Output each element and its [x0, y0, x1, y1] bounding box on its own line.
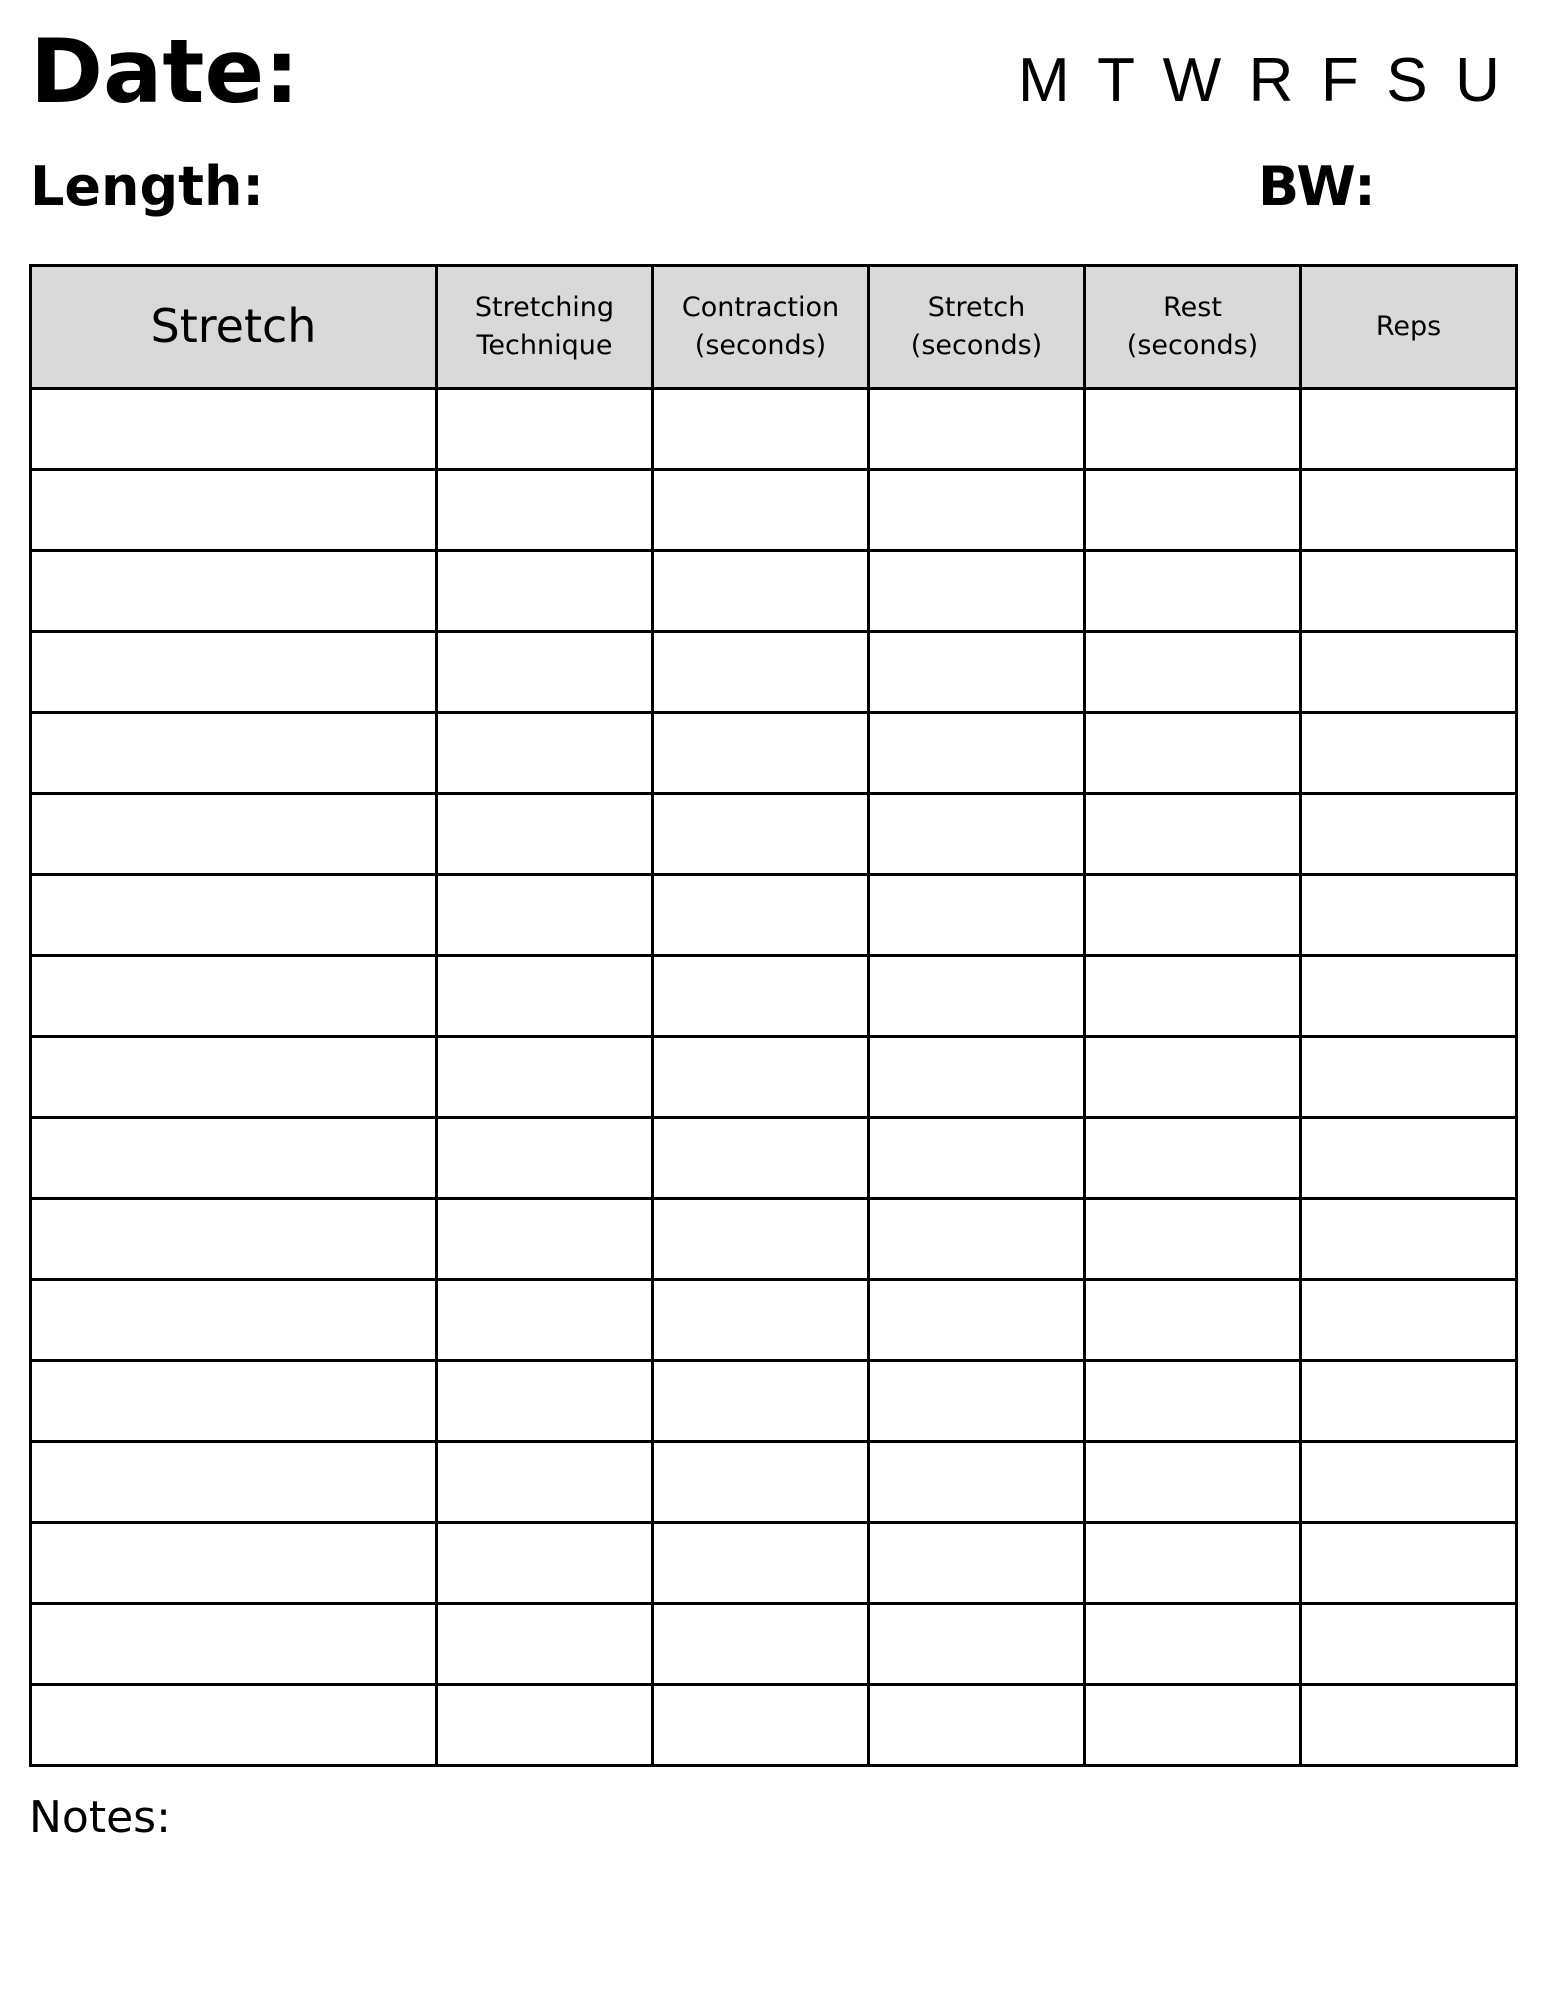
reps-cell[interactable] — [1301, 389, 1517, 470]
stretch-cell[interactable] — [31, 956, 437, 1037]
technique-cell[interactable] — [437, 551, 653, 632]
reps-cell[interactable] — [1301, 1037, 1517, 1118]
column-header-label: Stretch — [927, 292, 1026, 323]
reps-cell[interactable] — [1301, 875, 1517, 956]
date-label: Date: — [30, 20, 300, 123]
reps-cell[interactable] — [1301, 1685, 1517, 1766]
stretch-seconds-cell[interactable] — [869, 470, 1085, 551]
day-wednesday[interactable]: W — [1162, 46, 1222, 115]
rest-cell[interactable] — [1085, 1361, 1301, 1442]
stretch-seconds-cell[interactable] — [869, 956, 1085, 1037]
stretch-cell[interactable] — [31, 1199, 437, 1280]
length-label: Length: — [30, 155, 264, 218]
contraction-cell[interactable] — [653, 551, 869, 632]
column-header-reps — [1301, 266, 1517, 389]
technique-cell[interactable] — [437, 1685, 653, 1766]
stretch-seconds-cell[interactable] — [869, 1604, 1085, 1685]
stretch-cell[interactable] — [31, 470, 437, 551]
column-header-label: Contraction — [681, 292, 840, 323]
column-header-stretch — [31, 266, 437, 389]
stretch-seconds-cell[interactable] — [869, 389, 1085, 470]
stretch-seconds-cell[interactable] — [869, 794, 1085, 875]
table-row — [31, 1361, 1517, 1442]
technique-cell[interactable] — [437, 794, 653, 875]
reps-cell[interactable] — [1301, 632, 1517, 713]
technique-cell[interactable] — [437, 1361, 653, 1442]
technique-cell[interactable] — [437, 389, 653, 470]
reps-cell[interactable] — [1301, 1523, 1517, 1604]
rest-cell[interactable] — [1085, 1523, 1301, 1604]
table-row — [31, 875, 1517, 956]
reps-cell[interactable] — [1301, 1199, 1517, 1280]
contraction-cell[interactable] — [653, 470, 869, 551]
rest-cell[interactable] — [1085, 1037, 1301, 1118]
reps-cell[interactable] — [1301, 551, 1517, 632]
stretch-seconds-cell[interactable] — [869, 875, 1085, 956]
stretch-cell[interactable] — [31, 551, 437, 632]
rest-cell[interactable] — [1085, 1199, 1301, 1280]
rest-cell[interactable] — [1085, 1604, 1301, 1685]
reps-cell[interactable] — [1301, 1118, 1517, 1199]
contraction-cell[interactable] — [653, 713, 869, 794]
stretch-seconds-cell[interactable] — [869, 1037, 1085, 1118]
reps-cell[interactable] — [1301, 794, 1517, 875]
reps-cell[interactable] — [1301, 956, 1517, 1037]
stretch-seconds-cell[interactable] — [869, 632, 1085, 713]
stretch-cell[interactable] — [31, 713, 437, 794]
table-row — [31, 1199, 1517, 1280]
technique-cell[interactable] — [437, 632, 653, 713]
table-row — [31, 389, 1517, 470]
column-header-sublabel: Technique — [476, 330, 613, 361]
stretch-cell[interactable] — [31, 1037, 437, 1118]
technique-cell[interactable] — [437, 1280, 653, 1361]
reps-cell[interactable] — [1301, 1361, 1517, 1442]
contraction-cell[interactable] — [653, 956, 869, 1037]
column-header-stretch-seconds — [869, 266, 1085, 389]
contraction-cell[interactable] — [653, 1685, 869, 1766]
stretch-cell[interactable] — [31, 1604, 437, 1685]
table-row — [31, 1280, 1517, 1361]
contraction-cell[interactable] — [653, 794, 869, 875]
rest-cell[interactable] — [1085, 1118, 1301, 1199]
stretch-seconds-cell[interactable] — [869, 1280, 1085, 1361]
rest-cell[interactable] — [1085, 956, 1301, 1037]
reps-cell[interactable] — [1301, 1280, 1517, 1361]
table-row — [31, 1442, 1517, 1523]
bodyweight-label: BW: — [1258, 155, 1376, 218]
table-row — [31, 470, 1517, 551]
contraction-cell[interactable] — [653, 1361, 869, 1442]
stretch-log-table — [29, 264, 1518, 1767]
stretch-seconds-cell[interactable] — [869, 1442, 1085, 1523]
stretch-cell[interactable] — [31, 632, 437, 713]
table-row — [31, 551, 1517, 632]
table-row — [31, 956, 1517, 1037]
rest-cell[interactable] — [1085, 470, 1301, 551]
rest-cell[interactable] — [1085, 632, 1301, 713]
technique-cell[interactable] — [437, 470, 653, 551]
column-header-label: Stretching — [474, 292, 615, 323]
stretch-cell[interactable] — [31, 1523, 437, 1604]
table-body — [31, 389, 1517, 1766]
stretch-cell[interactable] — [31, 1118, 437, 1199]
contraction-cell[interactable] — [653, 1199, 869, 1280]
contraction-cell[interactable] — [653, 389, 869, 470]
table-row — [31, 1523, 1517, 1604]
weekday-selector — [1018, 46, 1500, 115]
technique-cell[interactable] — [437, 956, 653, 1037]
technique-cell[interactable] — [437, 1199, 653, 1280]
technique-cell[interactable] — [437, 875, 653, 956]
stretch-seconds-cell[interactable] — [869, 1118, 1085, 1199]
rest-cell[interactable] — [1085, 1685, 1301, 1766]
rest-cell[interactable] — [1085, 713, 1301, 794]
stretch-seconds-cell[interactable] — [869, 1523, 1085, 1604]
stretch-cell[interactable] — [31, 389, 437, 470]
technique-cell[interactable] — [437, 1442, 653, 1523]
contraction-cell[interactable] — [653, 1442, 869, 1523]
contraction-cell[interactable] — [653, 1523, 869, 1604]
technique-cell[interactable] — [437, 1604, 653, 1685]
column-header-label: Stretch — [150, 299, 317, 354]
day-sunday[interactable]: U — [1455, 46, 1500, 115]
reps-cell[interactable] — [1301, 713, 1517, 794]
rest-cell[interactable] — [1085, 389, 1301, 470]
column-header-sublabel: (seconds) — [694, 330, 827, 361]
table-row — [31, 1037, 1517, 1118]
column-header-rest — [1085, 266, 1301, 389]
contraction-cell[interactable] — [653, 632, 869, 713]
rest-cell[interactable] — [1085, 875, 1301, 956]
contraction-cell[interactable] — [653, 1037, 869, 1118]
day-saturday[interactable]: S — [1386, 46, 1428, 115]
technique-cell[interactable] — [437, 1523, 653, 1604]
column-header-contraction — [653, 266, 869, 389]
stretch-cell[interactable] — [31, 1280, 437, 1361]
reps-cell[interactable] — [1301, 470, 1517, 551]
table-row — [31, 713, 1517, 794]
rest-cell[interactable] — [1085, 1442, 1301, 1523]
stretch-cell[interactable] — [31, 875, 437, 956]
contraction-cell[interactable] — [653, 1118, 869, 1199]
stretch-seconds-cell[interactable] — [869, 1361, 1085, 1442]
column-header-technique — [437, 266, 653, 389]
stretch-cell[interactable] — [31, 794, 437, 875]
stretch-seconds-cell[interactable] — [869, 1199, 1085, 1280]
stretch-seconds-cell[interactable] — [869, 551, 1085, 632]
contraction-cell[interactable] — [653, 875, 869, 956]
day-monday[interactable]: M — [1018, 46, 1070, 115]
rest-cell[interactable] — [1085, 551, 1301, 632]
rest-cell[interactable] — [1085, 794, 1301, 875]
reps-cell[interactable] — [1301, 1604, 1517, 1685]
table-row — [31, 1685, 1517, 1766]
stretch-seconds-cell[interactable] — [869, 713, 1085, 794]
stretch-cell[interactable] — [31, 1442, 437, 1523]
stretch-seconds-cell[interactable] — [869, 1685, 1085, 1766]
column-header-label: Reps — [1375, 311, 1442, 342]
table-row — [31, 1604, 1517, 1685]
rest-cell[interactable] — [1085, 1280, 1301, 1361]
table-row — [31, 1118, 1517, 1199]
notes-label: Notes: — [29, 1792, 171, 1843]
table-header-row — [31, 266, 1517, 389]
technique-cell[interactable] — [437, 1037, 653, 1118]
technique-cell[interactable] — [437, 1118, 653, 1199]
day-thursday[interactable]: R — [1248, 46, 1294, 115]
column-header-sublabel: (seconds) — [1126, 330, 1259, 361]
column-header-label: Rest — [1163, 292, 1222, 323]
day-friday[interactable]: F — [1320, 46, 1359, 115]
stretch-cell[interactable] — [31, 1361, 437, 1442]
reps-cell[interactable] — [1301, 1442, 1517, 1523]
column-header-sublabel: (seconds) — [910, 330, 1043, 361]
technique-cell[interactable] — [437, 713, 653, 794]
contraction-cell[interactable] — [653, 1604, 869, 1685]
stretch-cell[interactable] — [31, 1685, 437, 1766]
table-row — [31, 794, 1517, 875]
table-row — [31, 632, 1517, 713]
day-tuesday[interactable]: T — [1097, 46, 1136, 115]
contraction-cell[interactable] — [653, 1280, 869, 1361]
